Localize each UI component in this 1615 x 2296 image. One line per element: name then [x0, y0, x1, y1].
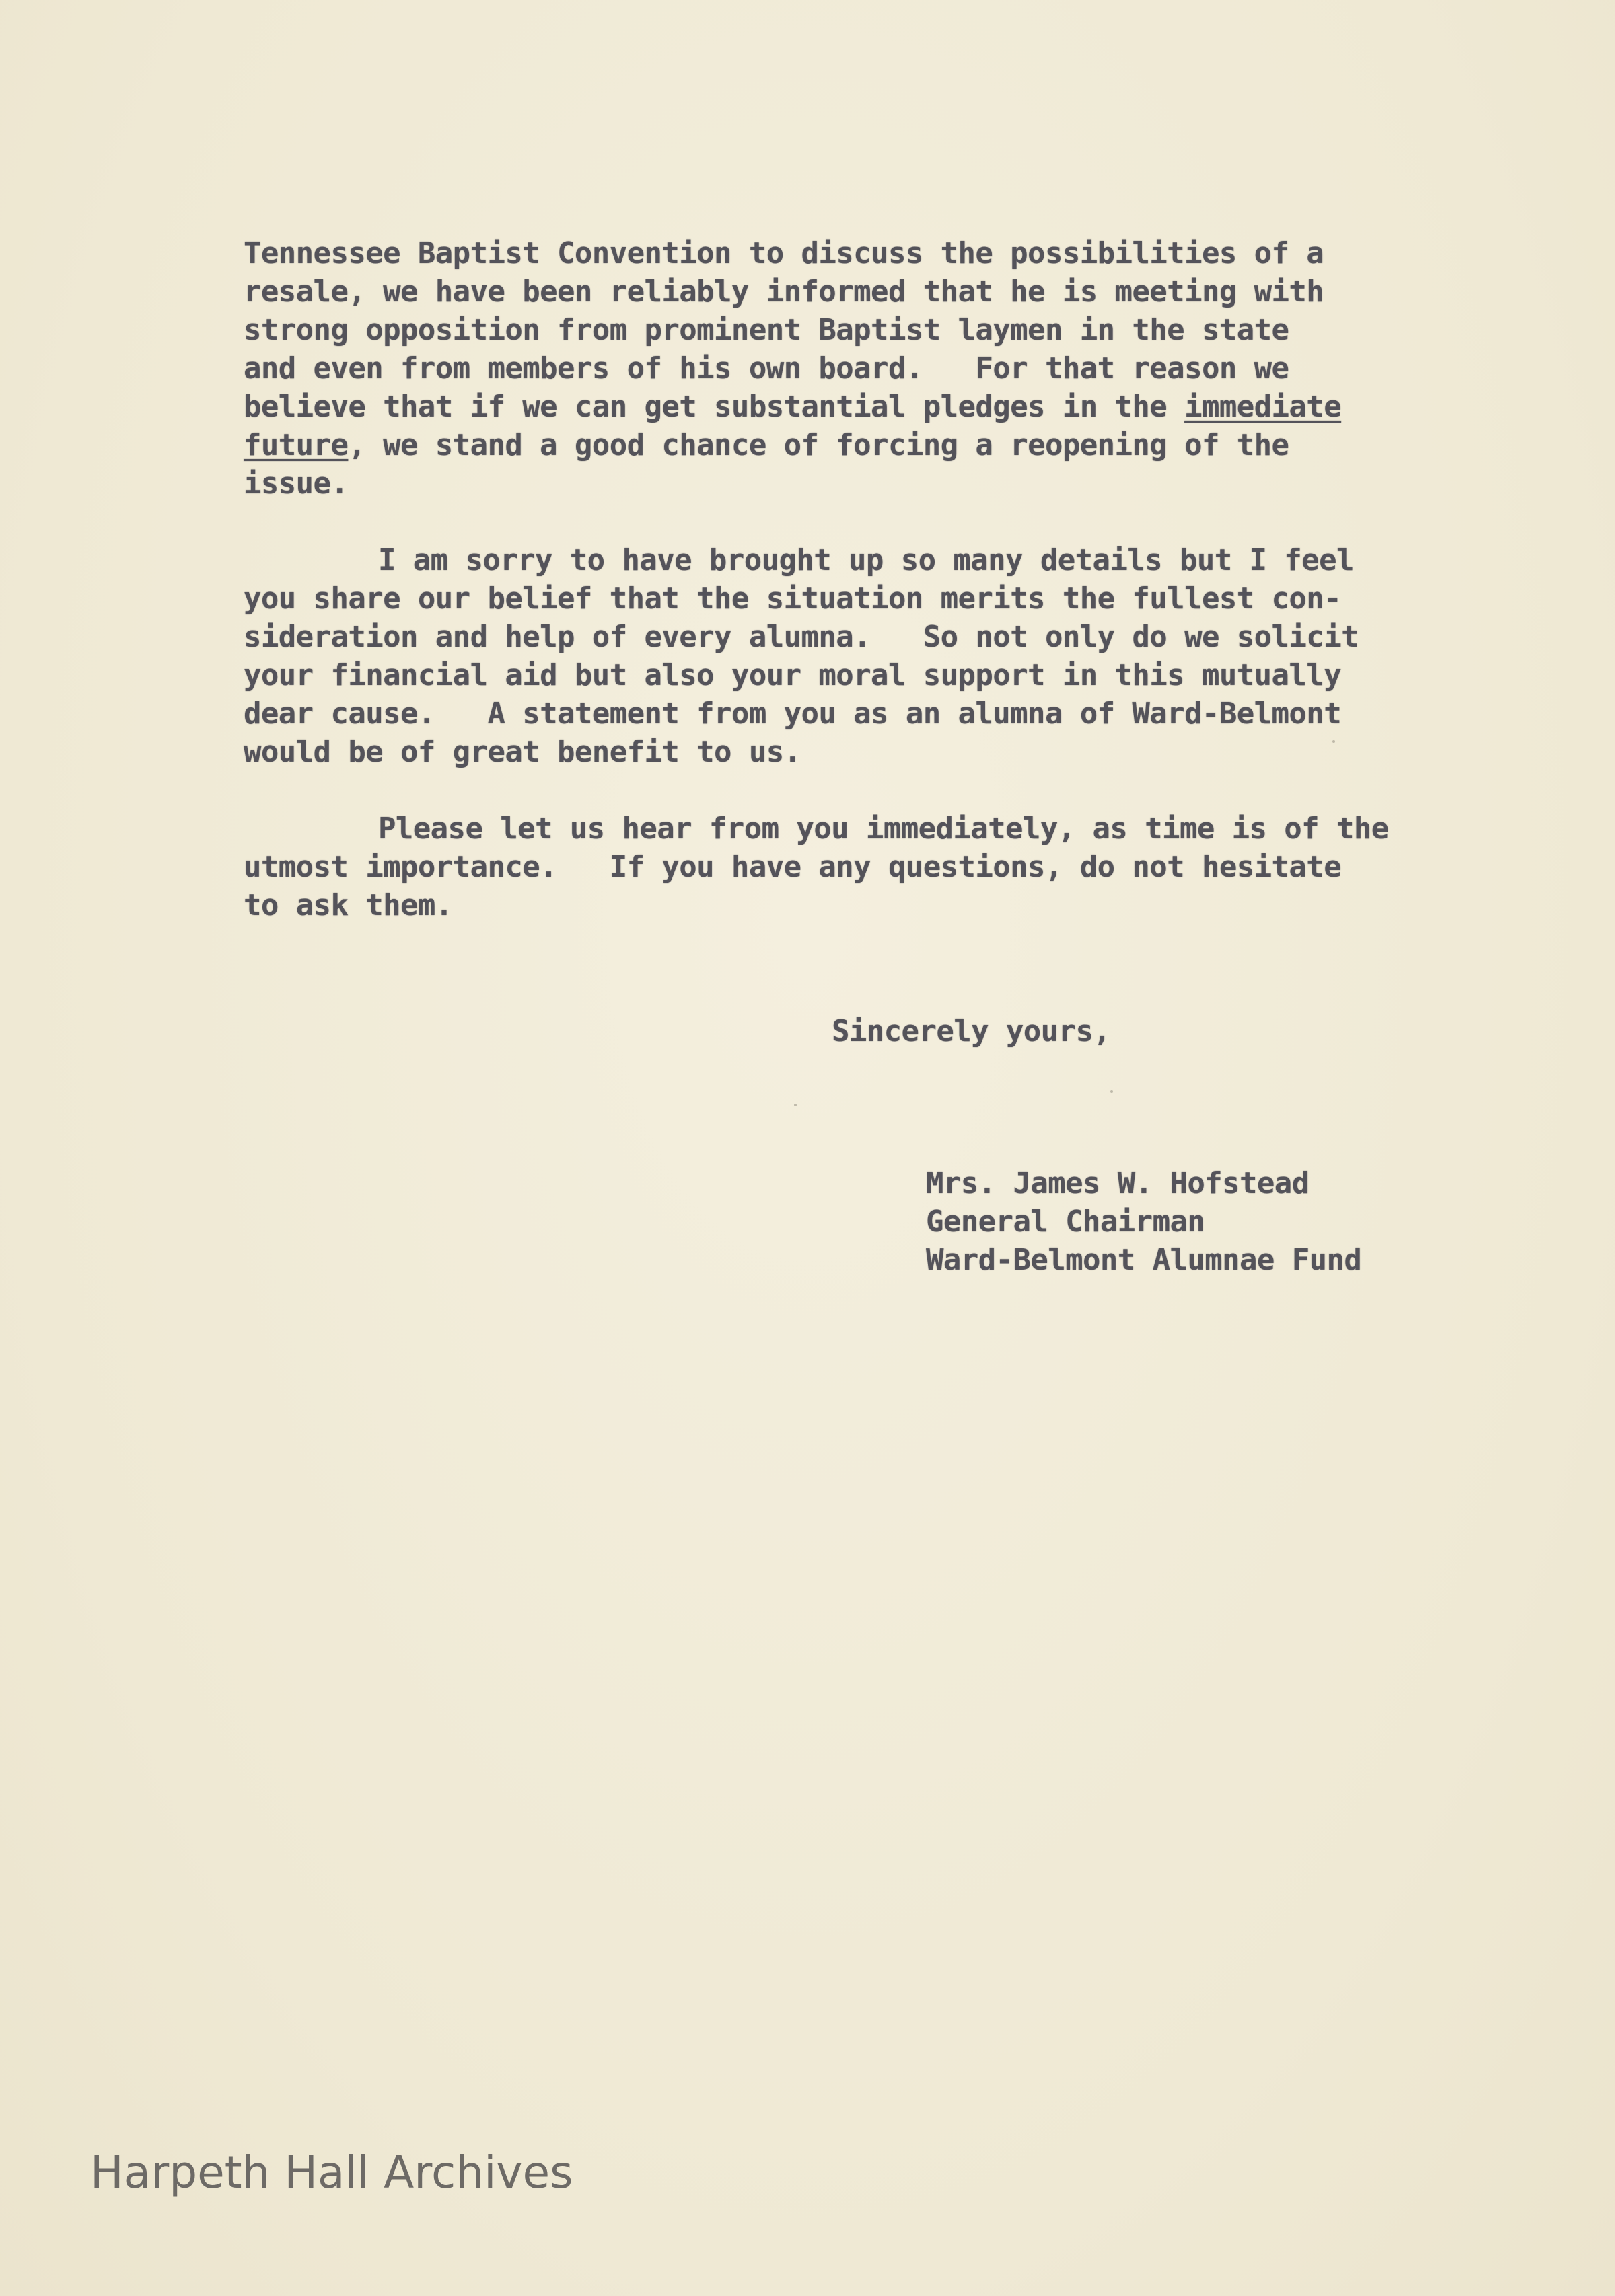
- paragraph-1-line-4: and even from members of his own board. For that reason we: [244, 351, 1289, 386]
- paper-speck: [794, 1104, 797, 1106]
- archive-watermark: Harpeth Hall Archives: [90, 2147, 573, 2198]
- paragraph-2-line-1: I am sorry to have brought up so many details but I feel: [378, 543, 1354, 577]
- paragraph-1-line-1: Tennessee Baptist Convention to discuss the possibilities of a: [244, 236, 1324, 271]
- paragraph-1-line-6-text: , we stand a good chance of forcing a reopening of the: [348, 428, 1289, 462]
- paragraph-3-line-1: Please let us hear from you immediately, as time is of the: [378, 812, 1389, 846]
- paragraph-2-line-4: your financial aid but also your moral support in this mutually: [244, 658, 1342, 692]
- paragraph-3-line-3: to ask them.: [244, 888, 453, 923]
- paragraph-1-line-5-text: believe that if we can get substantial pledges in the: [244, 390, 1185, 424]
- signature-organization: Ward-Belmont Alumnae Fund: [926, 1243, 1362, 1277]
- paragraph-1-line-3: strong opposition from prominent Baptist laymen in the state: [244, 313, 1289, 347]
- paragraph-2-line-5: dear cause. A statement from you as an alumna of Ward-Belmont: [244, 696, 1342, 731]
- paragraph-1-line-2: resale, we have been reliably informed that he is meeting with: [244, 275, 1324, 309]
- paragraph-2-line-6: would be of great benefit to us.: [244, 735, 801, 769]
- paragraph-1-line-6: [244, 426, 1289, 464]
- underlined-future: future: [244, 428, 349, 462]
- paragraph-1-line-5: [244, 388, 1341, 426]
- paragraph-1-line-7: issue.: [244, 466, 349, 501]
- signature-name: Mrs. James W. Hofstead: [926, 1166, 1309, 1200]
- closing-salutation: Sincerely yours,: [832, 1014, 1111, 1048]
- paragraph-3-line-2: utmost importance. If you have any questions, do not hesitate: [244, 850, 1342, 884]
- signature-title: General Chairman: [926, 1205, 1205, 1239]
- underlined-immediate: immediate: [1184, 390, 1342, 424]
- paper-speck: [1332, 740, 1335, 743]
- paper-speck: [1110, 1090, 1113, 1093]
- paragraph-2-line-3: sideration and help of every alumna. So not only do we solicit: [244, 620, 1359, 654]
- paragraph-2-line-2: you share our belief that the situation merits the fullest con-: [244, 581, 1342, 616]
